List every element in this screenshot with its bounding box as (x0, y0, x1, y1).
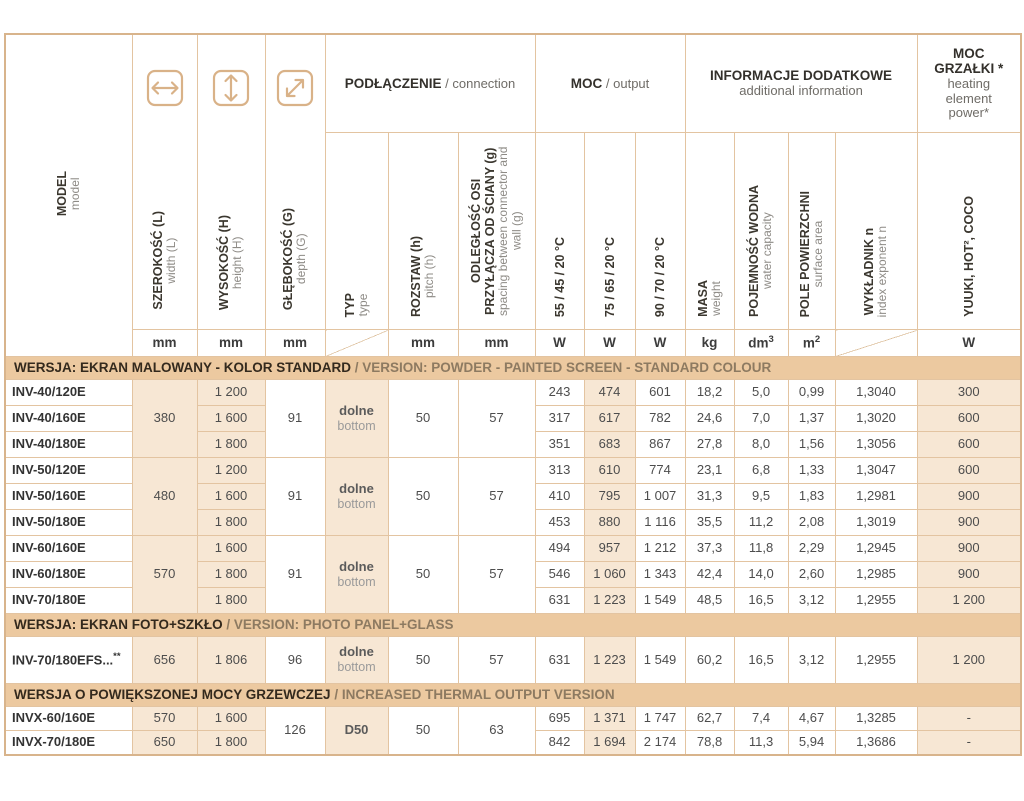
cell-mass: 78,8 (685, 731, 734, 756)
cell-heater-power: 300 (917, 380, 1021, 406)
cell-heater-power: 900 (917, 536, 1021, 562)
cell-area: 5,94 (788, 731, 835, 756)
unit-area: $m^2$ (788, 330, 835, 357)
cell-model: INV-50/120E (5, 458, 132, 484)
column-header-height (197, 34, 265, 330)
column-header-pitch: ROZSTAW (h) pitch (h) (388, 133, 458, 330)
cell-area: 0,99 (788, 380, 835, 406)
cell-output-55: 546 (535, 562, 584, 588)
cell-area: 1,83 (788, 484, 835, 510)
cell-mass: 60,2 (685, 637, 734, 684)
column-header-depth (265, 34, 325, 330)
cell-model: INV-60/180E (5, 562, 132, 588)
cell-exponent: 1,2955 (835, 588, 917, 614)
cell-output-90: 1 212 (635, 536, 685, 562)
section-header-increased-output: WERSJA O POWIĘKSZONEJ MOCY GRZEWCZEJ / INCREASED THERMAL OUTPUT VERSION (5, 684, 1021, 707)
cell-pitch: 50 (388, 536, 458, 614)
cell-mass: 48,5 (685, 588, 734, 614)
cell-mass: 31,3 (685, 484, 734, 510)
cell-pitch: 50 (388, 458, 458, 536)
cell-height: 1 600 (197, 536, 265, 562)
cell-output-55: 695 (535, 707, 584, 731)
cell-capacity: 11,2 (734, 510, 788, 536)
cell-output-55: 313 (535, 458, 584, 484)
cell-output-90: 867 (635, 432, 685, 458)
cell-model: INV-40/120E (5, 380, 132, 406)
cell-exponent: 1,3040 (835, 380, 917, 406)
cell-exponent: 1,2981 (835, 484, 917, 510)
group-header-additional-info: INFORMACJE DODATKOWE additional information (685, 34, 917, 133)
radiator-spec-table (4, 33, 1022, 756)
cell-heater-power: - (917, 731, 1021, 756)
group-header-heater-power: MOC GRZAŁKI * heating element power* (917, 34, 1021, 133)
cell-heater-power: - (917, 707, 1021, 731)
unit-depth: mm (265, 330, 325, 357)
cell-depth: 91 (265, 380, 325, 458)
cell-height: 1 800 (197, 510, 265, 536)
unit-output-75: W (584, 330, 635, 357)
cell-output-90: 601 (635, 380, 685, 406)
cell-mass: 27,8 (685, 432, 734, 458)
cell-output-55: 410 (535, 484, 584, 510)
cell-output-75: 1 694 (584, 731, 635, 756)
model-header-label: MODEL model (55, 170, 83, 217)
column-header-width (132, 34, 197, 330)
column-header-mass: MASA weight (685, 133, 734, 330)
cell-width: 380 (132, 380, 197, 458)
cell-output-90: 1 007 (635, 484, 685, 510)
cell-mass: 62,7 (685, 707, 734, 731)
unit-output-55: W (535, 330, 584, 357)
cell-spacing: 57 (458, 458, 535, 536)
cell-height: 1 600 (197, 484, 265, 510)
cell-output-55: 243 (535, 380, 584, 406)
cell-model: INV-50/160E (5, 484, 132, 510)
cell-model: INV-60/160E (5, 536, 132, 562)
cell-pitch: 50 (388, 707, 458, 756)
cell-mass: 42,4 (685, 562, 734, 588)
cell-exponent: 1,2985 (835, 562, 917, 588)
column-header-type: TYP type (325, 133, 388, 330)
cell-output-75: 1 371 (584, 707, 635, 731)
height-header-label: WYSOKOŚĆ (H) height (H) (217, 214, 245, 310)
cell-output-55: 317 (535, 406, 584, 432)
cell-capacity: 8,0 (734, 432, 788, 458)
cell-capacity: 14,0 (734, 562, 788, 588)
cell-heater-power: 1 200 (917, 588, 1021, 614)
column-header-exponent: WYKŁADNIK n index exponent n (835, 133, 917, 330)
cell-capacity: 7,0 (734, 406, 788, 432)
cell-exponent: 1,3285 (835, 707, 917, 731)
cell-capacity: 16,5 (734, 637, 788, 684)
cell-area: 1,56 (788, 432, 835, 458)
cell-type: dolne bottom (325, 637, 388, 684)
cell-heater-power: 900 (917, 562, 1021, 588)
column-header-spacing: ODLEGŁOŚĆ OSI PRZYŁĄCZA OD ŚCIANY (g) spacing between connector and wall (g) (458, 133, 535, 330)
cell-output-90: 2 174 (635, 731, 685, 756)
cell-capacity: 9,5 (734, 484, 788, 510)
cell-output-55: 842 (535, 731, 584, 756)
cell-capacity: 11,3 (734, 731, 788, 756)
cell-output-75: 1 060 (584, 562, 635, 588)
cell-output-55: 631 (535, 588, 584, 614)
cell-output-90: 774 (635, 458, 685, 484)
unit-capacity: $dm^3$ (734, 330, 788, 357)
cell-output-75: 795 (584, 484, 635, 510)
cell-height: 1 600 (197, 707, 265, 731)
cell-output-75: 880 (584, 510, 635, 536)
cell-mass: 35,5 (685, 510, 734, 536)
cell-heater-power: 900 (917, 510, 1021, 536)
cell-exponent: 1,3686 (835, 731, 917, 756)
cell-type: D50 (325, 707, 388, 756)
cell-exponent: 1,3020 (835, 406, 917, 432)
cell-output-55: 494 (535, 536, 584, 562)
cell-area: 1,37 (788, 406, 835, 432)
height-arrow-icon (212, 69, 250, 107)
cell-width: 480 (132, 458, 197, 536)
cell-output-55: 631 (535, 637, 584, 684)
cell-capacity: 7,4 (734, 707, 788, 731)
cell-output-55: 453 (535, 510, 584, 536)
cell-output-75: 957 (584, 536, 635, 562)
cell-height: 1 806 (197, 637, 265, 684)
unit-width: mm (132, 330, 197, 357)
cell-capacity: 11,8 (734, 536, 788, 562)
cell-output-75: 617 (584, 406, 635, 432)
cell-height: 1 800 (197, 731, 265, 756)
cell-capacity: 16,5 (734, 588, 788, 614)
cell-height: 1 800 (197, 588, 265, 614)
unit-exponent-none (835, 330, 917, 357)
cell-output-90: 1 549 (635, 637, 685, 684)
cell-mass: 23,1 (685, 458, 734, 484)
cell-area: 3,12 (788, 637, 835, 684)
cell-area: 2,60 (788, 562, 835, 588)
unit-mass: kg (685, 330, 734, 357)
cell-output-55: 351 (535, 432, 584, 458)
cell-type: dolne bottom (325, 536, 388, 614)
cell-pitch: 50 (388, 637, 458, 684)
column-header-area: POLE POWIERZCHNI surface area (788, 133, 835, 330)
group-header-output: MOC / output (535, 34, 685, 133)
unit-height: mm (197, 330, 265, 357)
cell-capacity: 6,8 (734, 458, 788, 484)
width-arrow-icon (146, 69, 184, 107)
cell-depth: 91 (265, 458, 325, 536)
column-header-output-55: 55 / 45 / 20 °C (535, 133, 584, 330)
cell-width: 570 (132, 536, 197, 614)
cell-output-75: 1 223 (584, 588, 635, 614)
cell-exponent: 1,3047 (835, 458, 917, 484)
cell-exponent: 1,2945 (835, 536, 917, 562)
cell-output-90: 1 116 (635, 510, 685, 536)
cell-model: INVX-70/180E (5, 731, 132, 756)
cell-height: 1 200 (197, 380, 265, 406)
cell-exponent: 1,3056 (835, 432, 917, 458)
cell-spacing: 57 (458, 536, 535, 614)
cell-width: 650 (132, 731, 197, 756)
cell-depth: 126 (265, 707, 325, 756)
cell-heater-power: 600 (917, 458, 1021, 484)
cell-model: INV-70/180E (5, 588, 132, 614)
cell-model: INVX-60/160E (5, 707, 132, 731)
unit-heater: W (917, 330, 1021, 357)
cell-type: dolne bottom (325, 458, 388, 536)
depth-arrow-icon (276, 69, 314, 107)
group-header-connection: PODŁĄCZENIE / connection (325, 34, 535, 133)
cell-height: 1 600 (197, 406, 265, 432)
cell-area: 2,29 (788, 536, 835, 562)
column-header-output-90: 90 / 70 / 20 °C (635, 133, 685, 330)
cell-spacing: 57 (458, 637, 535, 684)
cell-mass: 24,6 (685, 406, 734, 432)
cell-output-90: 1 549 (635, 588, 685, 614)
cell-width: 570 (132, 707, 197, 731)
cell-heater-power: 1 200 (917, 637, 1021, 684)
cell-model: INV-40/160E (5, 406, 132, 432)
cell-model: INV-70/180EFS...** (5, 637, 132, 684)
cell-model: INV-50/180E (5, 510, 132, 536)
unit-spacing: mm (458, 330, 535, 357)
cell-area: 3,12 (788, 588, 835, 614)
cell-area: 1,33 (788, 458, 835, 484)
cell-type: dolne bottom (325, 380, 388, 458)
cell-heater-power: 600 (917, 432, 1021, 458)
cell-height: 1 800 (197, 432, 265, 458)
cell-output-90: 782 (635, 406, 685, 432)
depth-header-label: GŁĘBOKOŚĆ (G) depth (G) (281, 207, 309, 310)
cell-depth: 96 (265, 637, 325, 684)
unit-output-90: W (635, 330, 685, 357)
cell-exponent: 1,3019 (835, 510, 917, 536)
cell-height: 1 800 (197, 562, 265, 588)
cell-pitch: 50 (388, 380, 458, 458)
cell-model: INV-40/180E (5, 432, 132, 458)
cell-heater-power: 600 (917, 406, 1021, 432)
unit-pitch: mm (388, 330, 458, 357)
cell-mass: 18,2 (685, 380, 734, 406)
section-header-photo-glass: WERSJA: EKRAN FOTO+SZKŁO / VERSION: PHOTO PANEL+GLASS (5, 614, 1021, 637)
cell-output-90: 1 747 (635, 707, 685, 731)
cell-height: 1 200 (197, 458, 265, 484)
unit-type-none (325, 330, 388, 357)
column-header-model (5, 34, 132, 357)
cell-output-75: 474 (584, 380, 635, 406)
cell-mass: 37,3 (685, 536, 734, 562)
column-header-heater-brands: YUUKI, HOT², COCO (917, 133, 1021, 330)
column-header-capacity: POJEMNOŚĆ WODNA water capacity (734, 133, 788, 330)
cell-spacing: 57 (458, 380, 535, 458)
cell-area: 4,67 (788, 707, 835, 731)
cell-output-75: 610 (584, 458, 635, 484)
width-header-label: SZEROKOŚĆ (L) width (L) (150, 211, 178, 310)
cell-spacing: 63 (458, 707, 535, 756)
column-header-output-75: 75 / 65 / 20 °C (584, 133, 635, 330)
section-header-powder-painted: WERSJA: EKRAN MALOWANY - KOLOR STANDARD / VERSION: POWDER - PAINTED SCREEN - STANDARD COLOUR (5, 357, 1021, 380)
cell-capacity: 5,0 (734, 380, 788, 406)
cell-area: 2,08 (788, 510, 835, 536)
cell-output-90: 1 343 (635, 562, 685, 588)
cell-exponent: 1,2955 (835, 637, 917, 684)
cell-depth: 91 (265, 536, 325, 614)
cell-heater-power: 900 (917, 484, 1021, 510)
cell-output-75: 1 223 (584, 637, 635, 684)
cell-output-75: 683 (584, 432, 635, 458)
cell-width: 656 (132, 637, 197, 684)
